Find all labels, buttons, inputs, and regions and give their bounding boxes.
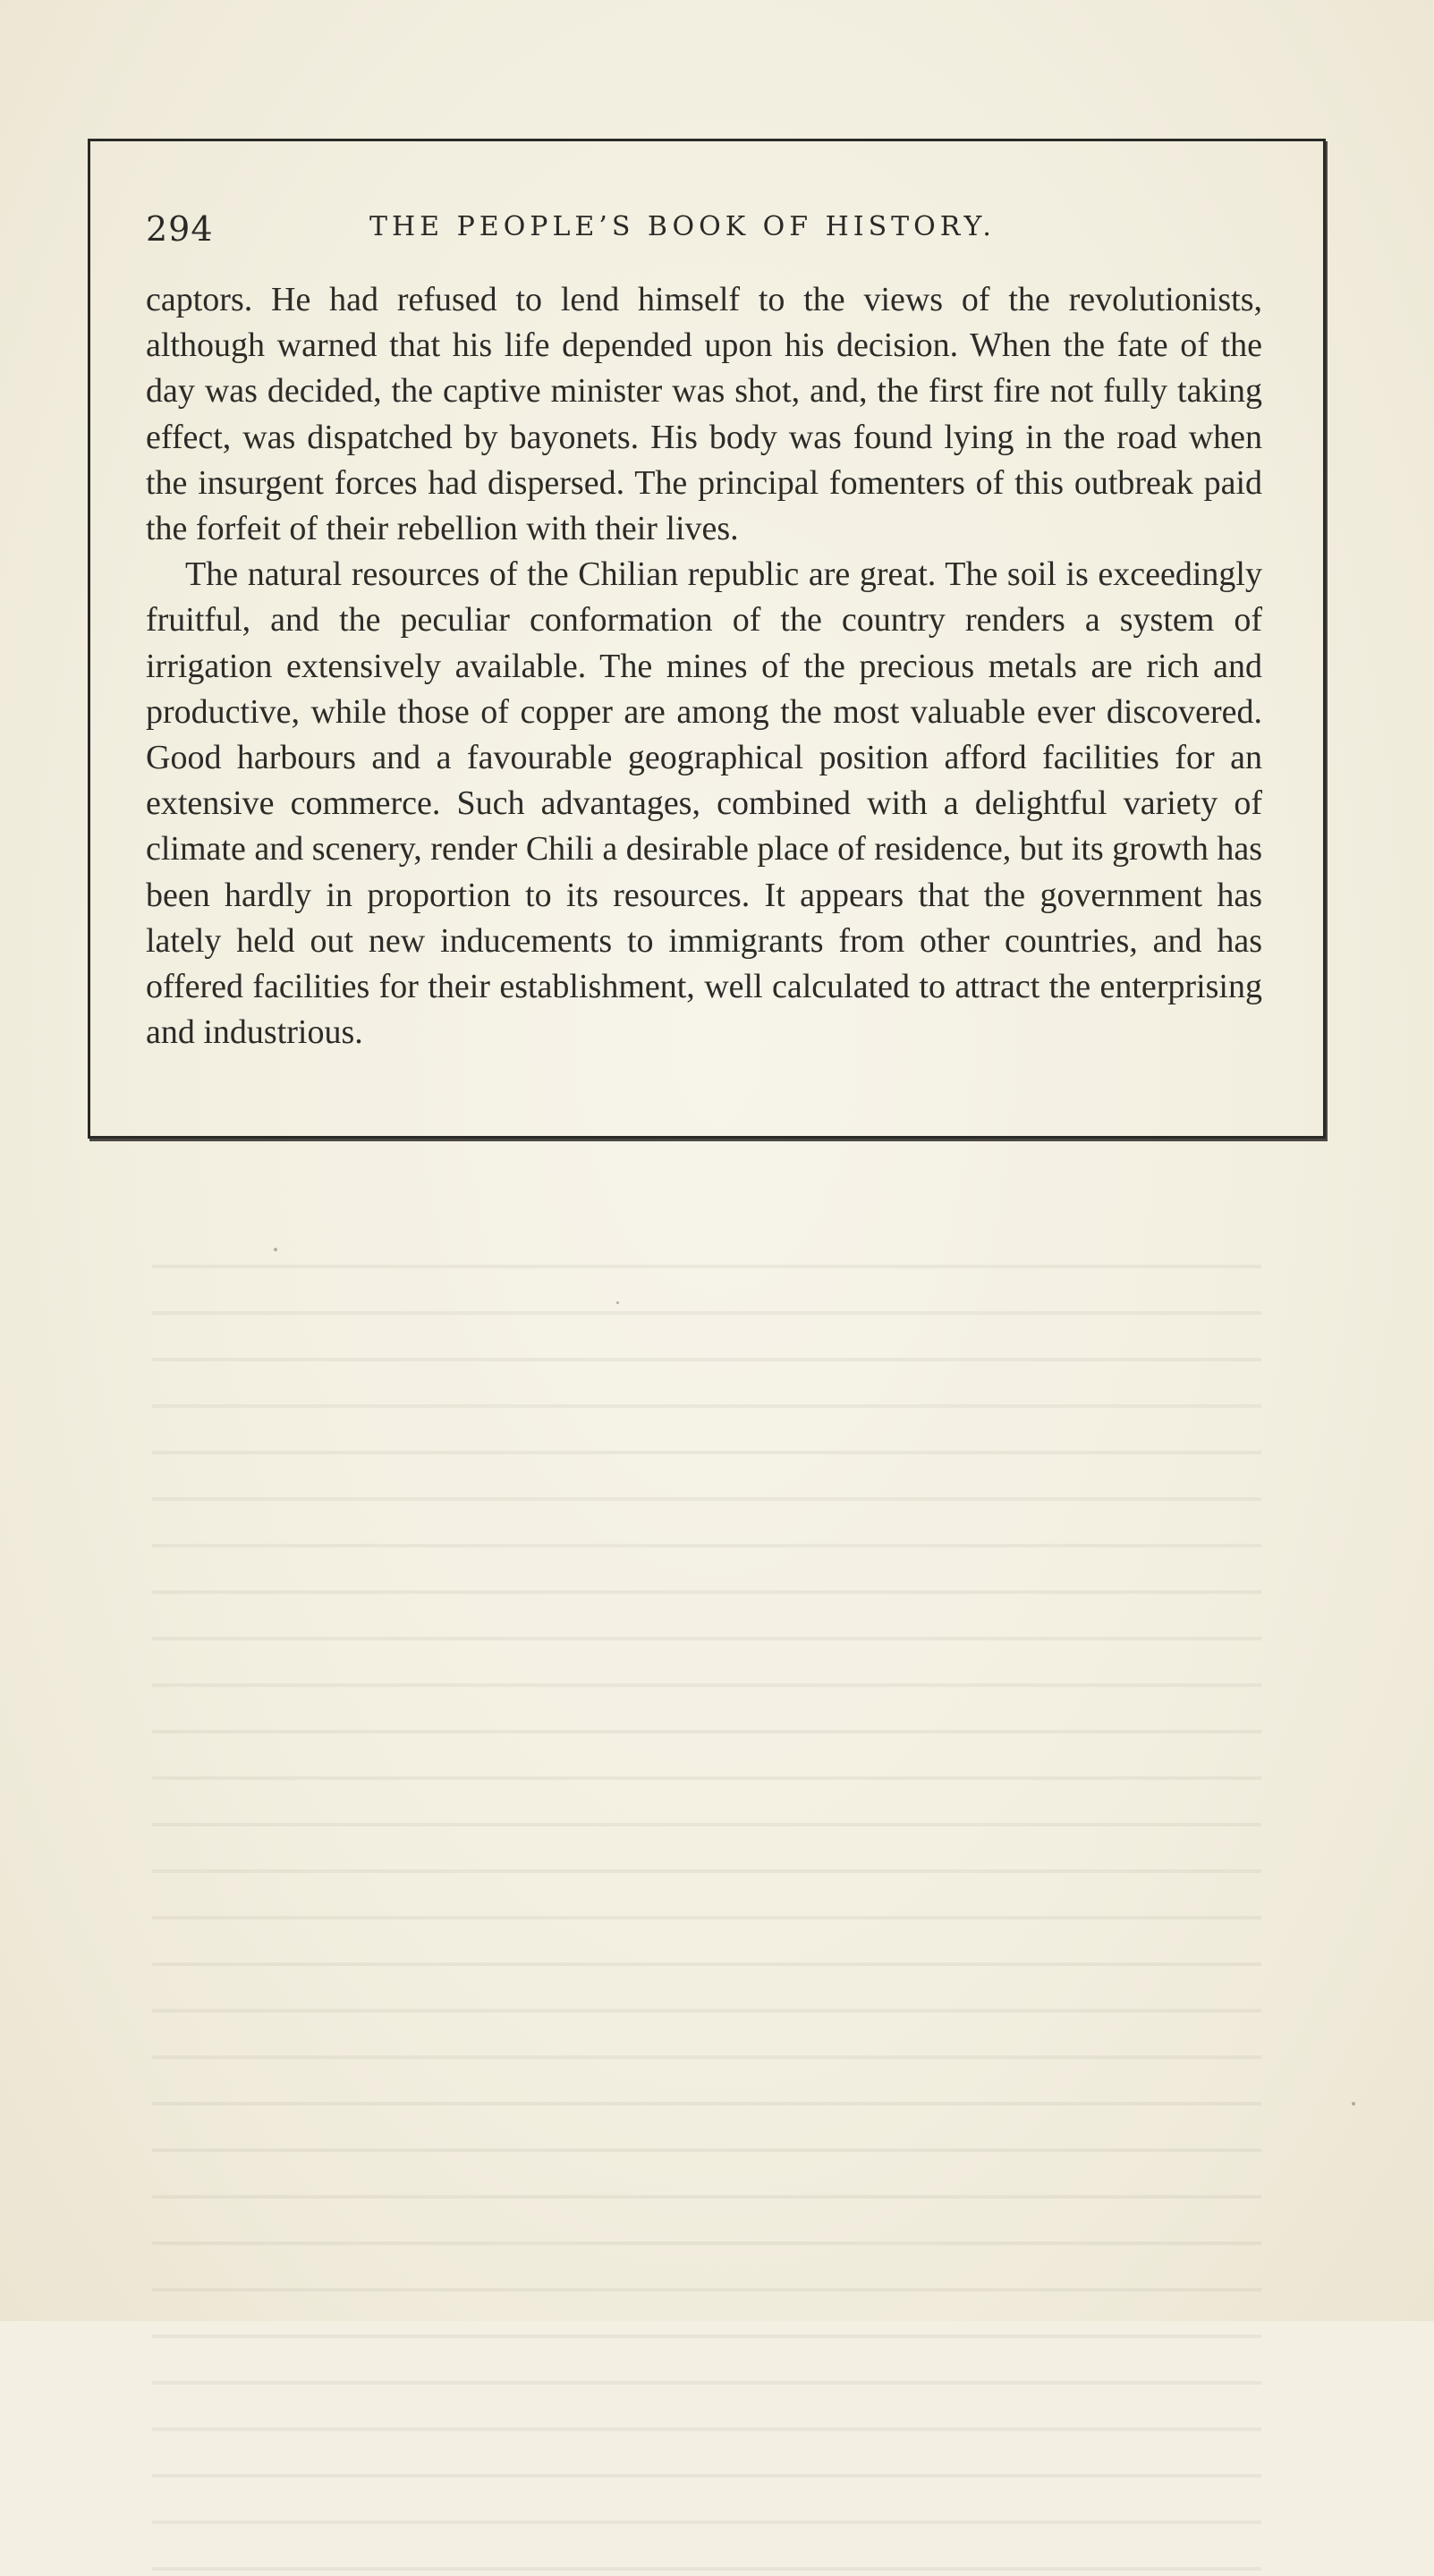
running-head-title: THE PEOPLE’S BOOK OF HISTORY.: [369, 211, 996, 242]
paper-speck: [1352, 2102, 1355, 2106]
paragraph-1: captors. He had refused to lend himself to the views of the revolutionists, although warned that his life depended upon his decision. When the fate of the day was decided, the captive minister was shot, and, the first fire not fully taking effect, was dispatched by bayonets. His body was found lying in the road when the insurgent forces had dispersed. The principal fomenters of this outbreak paid the forfeit of their rebellion with their lives.: [146, 281, 1262, 548]
paper-speck: [274, 1248, 277, 1251]
paragraph-2: The natural resources of the Chilian republic are great. The soil is exceedingly fruitful, and the peculiar conformation of the country renders a system of irrigation extensively available. The mines of the precious metals are rich and productive, while those of copper are among the most valuable ever discovered. Good harbours and a favourable geographical position afford facilities for an extensive commerce. Such advantages, combined with a delightful variety of climate and scenery, render Chili a desirable place of residence, but its growth has been hardly in proportion to its resources. It appears that the government has lately held out new inducements to immigrants from other countries, and has offered facilities for their establishment, well calculated to attract the enterprising and industrious.: [146, 555, 1262, 1052]
bleed-through-texture: [152, 1234, 1261, 2576]
page-number: 294: [146, 209, 214, 249]
paper-speck: [616, 1301, 619, 1304]
body-text: [146, 277, 1262, 1055]
running-head: [146, 204, 1264, 258]
